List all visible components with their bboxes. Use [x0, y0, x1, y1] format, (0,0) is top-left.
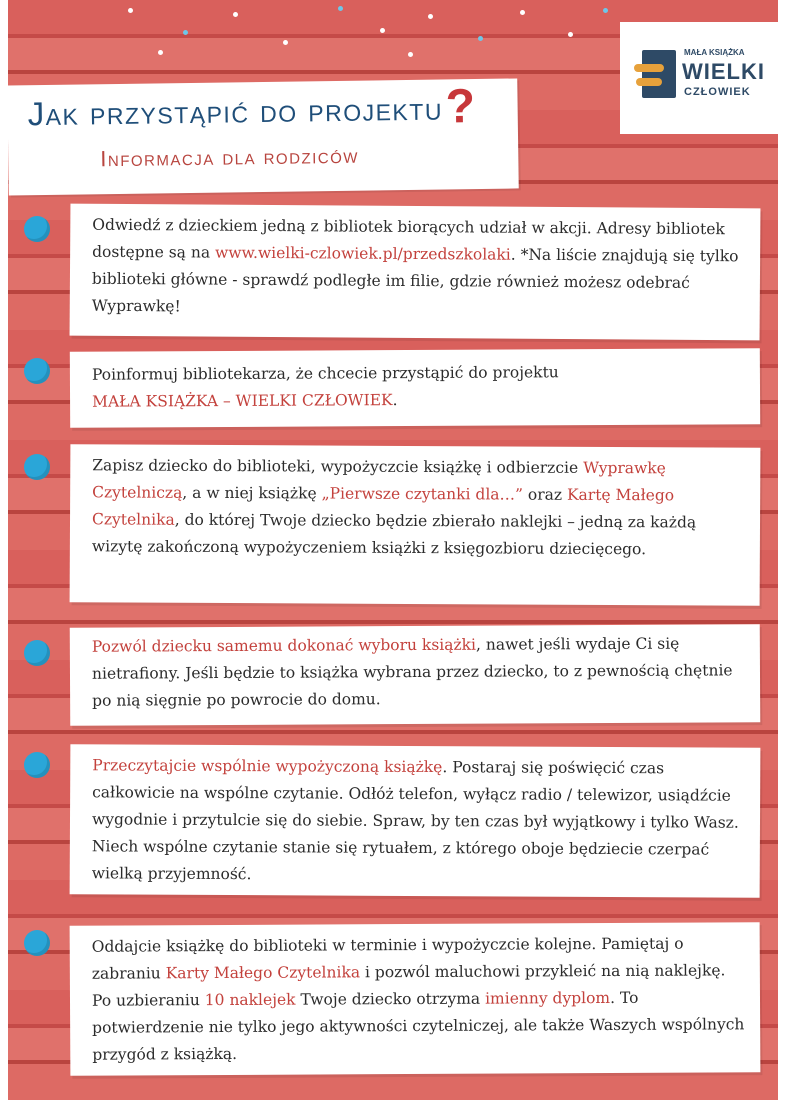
logo-top-line: MAŁA KSIĄŻKA	[684, 48, 745, 57]
step-5-text: Przeczytajcie wspólnie wypożyczoną książkę. Postaraj się poświęcić czas całkowicie na wspólne czytanie. Odłóż telefon, wyłącz radio / telewizor, usiądźcie wygodnie i przytulcie się do siebie. Spraw, by ten czas był wyjątkowy i tylko Wasz. Niech wspólne czytanie stanie się rytuałem, z którego oboje będziecie czerpać wielką przyjemność.	[91, 756, 739, 884]
page-subtitle: Informacja dla rodziców	[100, 142, 360, 172]
logo-main: WIELKI	[682, 59, 765, 84]
question-mark: ?	[445, 80, 476, 134]
step-card-3	[70, 444, 761, 606]
bullet-icon	[24, 358, 50, 384]
step-1-text: Odwiedź z dzieckiem jedną z bibliotek biorących udział w akcji. Adresy bibliotek dostępne są na www.wielki-czlowiek.pl/przedszkolaki. *Na liście znajdują się tylko biblioteki główne - sprawdź podległe im filie, gdzie również możesz odebrać Wyprawkę!	[91, 215, 739, 316]
book-with-hands-icon	[642, 50, 676, 98]
step-card-5	[70, 744, 761, 898]
poster-background	[8, 0, 778, 1100]
project-logo	[620, 22, 778, 134]
bullet-icon	[24, 640, 50, 666]
step-card-4	[70, 624, 761, 726]
bullet-icon	[24, 216, 50, 242]
title-banner	[8, 78, 519, 195]
bullet-icon	[24, 930, 50, 956]
step-6-text: Oddajcie książkę do biblioteki w terminie i wypożyczcie kolejne. Pamiętaj o zabraniu Karty Małego Czytelnika i pozwól maluchowi przykleić na nią naklejkę. Po uzbieraniu 10 naklejek Twoje dziecko otrzyma imienny dyplom. To potwierdzenie nie tylko jego aktywności czytelniczej, ale także Waszych wspólnych przygód z książką.	[91, 934, 745, 1064]
step-2-text: Poinformuj bibliotekarza, że chcecie przystąpić do projektu MAŁA KSIĄŻKA – WIELKI CZŁOWIEK.	[91, 363, 559, 411]
page-title: Jak przystąpić do projektu	[27, 89, 444, 133]
confetti-dots	[8, 0, 628, 60]
library-link[interactable]: www.wielki-czlowiek.pl/przedszkolaki	[214, 243, 511, 264]
bullet-icon	[24, 752, 50, 778]
step-card-1	[70, 204, 761, 341]
logo-bottom-line: CZŁOWIEK	[684, 86, 751, 98]
step-3-text: Zapisz dziecko do biblioteki, wypożyczcie książkę i odbierzcie Wyprawkę Czytelniczą, a w niej książkę „Pierwsze czytanki dla…” oraz Kartę Małego Czytelnika, do której Twoje dziecko będzie zbierało naklejki – jedną za każdą wizytę zakończoną wypożyczeniem książki z księgozbioru dziecięcego.	[91, 456, 697, 559]
step-card-2	[70, 348, 760, 428]
step-4-text: Pozwól dziecku samemu dokonać wyboru książki, nawet jeśli wydaje Ci się nietrafiony. Jeśli będzie to książka wybrana przez dziecko, to z pewnością chętnie po nią sięgnie po powrocie do domu.	[91, 634, 733, 710]
bullet-icon	[24, 454, 50, 480]
step-card-6	[70, 922, 761, 1076]
